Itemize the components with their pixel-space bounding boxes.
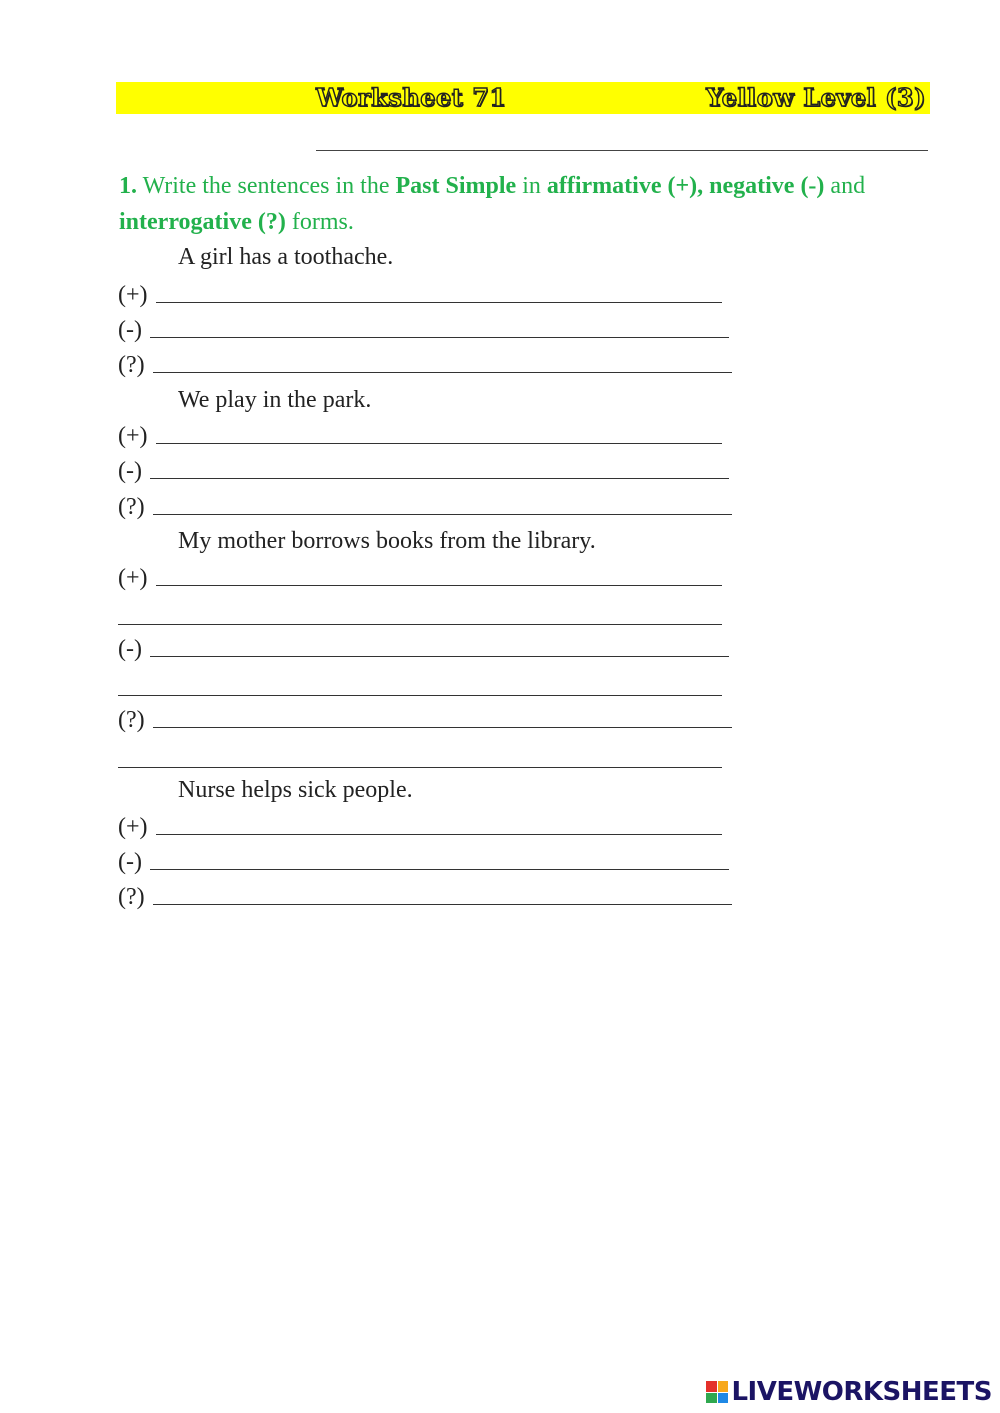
sentence-3: My mother borrows books from the library. [178, 528, 596, 554]
sentence-1: A girl has a toothache. [178, 244, 394, 270]
answer-row-affirmative[interactable]: (+) [118, 812, 722, 842]
answer-row-interrogative[interactable]: (?) [118, 492, 732, 522]
answer-row-negative[interactable]: (-) [118, 634, 729, 664]
answer-row-negative[interactable]: (-) [118, 456, 729, 486]
liveworksheets-logo [706, 1377, 992, 1407]
brand-name: LIVEWORKSHEETS [731, 1377, 992, 1407]
answer-line[interactable] [150, 337, 729, 338]
answer-row-affirmative[interactable]: (+) [118, 563, 722, 593]
answer-row-affirmative[interactable]: (+) [118, 280, 722, 310]
answer-line-continuation[interactable] [118, 695, 722, 696]
answer-line[interactable] [156, 302, 722, 303]
answer-row-negative[interactable]: (-) [118, 847, 729, 877]
logo-icon [706, 1381, 728, 1403]
answer-line[interactable] [156, 443, 722, 444]
exercise-instruction: 1. Write the sentences in the Past Simple in affirmative (+), negative (-) and interrogative (?) forms. [119, 173, 866, 235]
answer-line[interactable] [153, 727, 732, 728]
answer-line-continuation[interactable] [118, 767, 722, 768]
answer-line[interactable] [150, 478, 729, 479]
name-answer-line[interactable] [316, 150, 928, 151]
answer-line[interactable] [150, 869, 729, 870]
answer-row-negative[interactable]: (-) [118, 315, 729, 345]
answer-row-interrogative[interactable]: (?) [118, 882, 732, 912]
answer-line-continuation[interactable] [118, 624, 722, 625]
header-banner [116, 82, 930, 114]
sentence-4: Nurse helps sick people. [178, 777, 413, 803]
sentence-2: We play in the park. [178, 387, 372, 413]
answer-line[interactable] [153, 514, 732, 515]
answer-line[interactable] [156, 834, 722, 835]
exercise-number: 1. [119, 173, 137, 199]
answer-line[interactable] [153, 372, 732, 373]
answer-line[interactable] [153, 904, 732, 905]
answer-line[interactable] [150, 656, 729, 657]
answer-row-interrogative[interactable]: (?) [118, 705, 732, 735]
worksheet-title: Worksheet 71 [316, 83, 507, 112]
answer-line[interactable] [156, 585, 722, 586]
answer-row-interrogative[interactable]: (?) [118, 350, 732, 380]
level-label: Yellow Level (3) [706, 83, 926, 112]
answer-row-affirmative[interactable]: (+) [118, 421, 722, 451]
